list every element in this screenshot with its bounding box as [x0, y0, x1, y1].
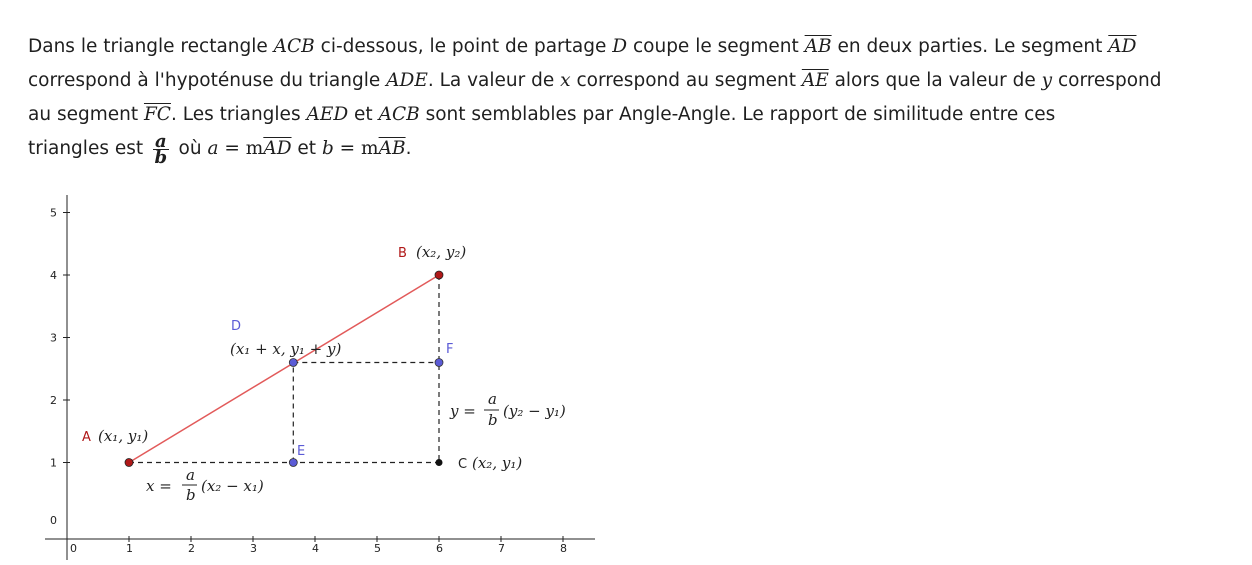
- math-segment-ae: $\overline{AE}$: [801, 70, 829, 91]
- text-run: et: [348, 104, 379, 125]
- point-d: [289, 359, 297, 367]
- label-b-name: B: [398, 246, 407, 261]
- label-d-name: D: [231, 319, 242, 334]
- axis-ticks: [50, 207, 567, 556]
- text-run: correspond à l'hypoténuse du triangle: [28, 70, 387, 91]
- math-measure: = m: [333, 138, 379, 159]
- y-tick-label: 3: [50, 331, 57, 345]
- point-a: [125, 459, 133, 467]
- label-c-coords: (x₂, y₁): [472, 454, 523, 472]
- statement-line-4: [28, 132, 1228, 166]
- eq-x-numerator: a: [186, 466, 195, 484]
- math-triangle-ade: ADE: [386, 70, 428, 91]
- x-tick-label: 8: [560, 542, 567, 555]
- text-run: en deux parties. Le segment: [831, 36, 1109, 57]
- text-run: . Les triangles: [170, 104, 307, 125]
- y-tick-label: 0: [50, 514, 57, 527]
- segment-a-b: [129, 275, 439, 463]
- y-tick-label: 1: [50, 456, 57, 470]
- math-measure: = m: [218, 138, 264, 159]
- text-run: Dans le triangle rectangle: [28, 36, 274, 57]
- math-var-a: a: [207, 138, 219, 159]
- math-triangle-acb: ACB: [378, 104, 420, 125]
- fraction-numerator: a: [155, 130, 167, 152]
- text-run: ci-dessous, le point de partage: [314, 36, 613, 57]
- eq-y-rhs: (y₂ − y₁): [503, 402, 566, 420]
- eq-x-denominator: b: [186, 486, 196, 504]
- label-a-coords: (x₁, y₁): [98, 427, 149, 445]
- x-tick-label: 0: [70, 542, 77, 555]
- point-f: [435, 359, 443, 367]
- text-run: correspond au segment: [570, 70, 802, 91]
- eq-x-rhs: (x₂ − x₁): [201, 477, 264, 495]
- y-tick-label: 5: [50, 206, 57, 220]
- x-tick-label: 4: [312, 542, 319, 555]
- statement-line-3: [28, 98, 1228, 132]
- label-c-name: C: [458, 457, 468, 472]
- text-run: au segment: [28, 104, 144, 125]
- text-run: correspond: [1052, 70, 1162, 91]
- x-tick-label: 7: [498, 542, 505, 555]
- x-tick-label: 2: [188, 542, 195, 555]
- text-run: .: [405, 138, 412, 159]
- text-run: sont semblables par Angle-Angle. Le rapport de similitude entre ces: [419, 104, 1056, 125]
- math-var-x: x: [560, 70, 571, 91]
- equation-x: [146, 466, 264, 504]
- eq-y-lhs: y =: [450, 402, 476, 420]
- math-segment-ad: $\overline{AD}$: [1108, 36, 1137, 57]
- math-segment-ab: $\overline{AB}$: [378, 138, 406, 159]
- math-triangle-acb: ACB: [273, 36, 315, 57]
- label-e-name: E: [297, 444, 306, 459]
- point-b: [435, 271, 443, 279]
- text-run: . La valeur de: [427, 70, 561, 91]
- math-var-b: b: [321, 138, 334, 159]
- math-var-y: y: [1041, 70, 1053, 91]
- point-c: [436, 459, 443, 466]
- eq-y-denominator: b: [488, 411, 498, 429]
- text-run: coupe le segment: [627, 36, 805, 57]
- statement-line-2: [28, 64, 1228, 98]
- text-run: triangles est: [28, 138, 149, 159]
- math-point-d: D: [612, 36, 628, 57]
- statement-line-1: [28, 30, 1228, 64]
- eq-y-numerator: a: [488, 390, 497, 408]
- x-tick-label: 6: [436, 542, 443, 555]
- y-tick-label: 2: [50, 394, 57, 407]
- fraction-denominator: b: [154, 146, 168, 168]
- x-tick-label: 3: [250, 542, 257, 555]
- ratio-fraction: [153, 130, 169, 168]
- y-tick-label: 4: [50, 269, 57, 282]
- problem-statement: [28, 30, 1228, 166]
- label-f-name: F: [446, 342, 454, 357]
- eq-x-lhs: x =: [146, 477, 172, 495]
- math-segment-fc: $\overline{FC}$: [143, 104, 171, 125]
- label-a-name: A: [82, 430, 91, 445]
- label-d-coords: (x₁ + x, y₁ + y): [230, 340, 342, 358]
- equation-y: [449, 390, 566, 429]
- point-e: [289, 459, 297, 467]
- label-b-coords: (x₂, y₂): [416, 243, 467, 261]
- text-run: et: [291, 138, 322, 159]
- coordinate-graph: [0, 190, 620, 565]
- text-run: alors que la valeur de: [828, 70, 1042, 91]
- math-triangle-aed: AED: [306, 104, 349, 125]
- x-tick-label: 5: [374, 542, 381, 555]
- x-tick-label: 1: [126, 542, 133, 555]
- math-segment-ab: $\overline{AB}$: [804, 36, 832, 57]
- math-segment-ad: $\overline{AD}$: [263, 138, 292, 159]
- text-run: où: [172, 138, 208, 159]
